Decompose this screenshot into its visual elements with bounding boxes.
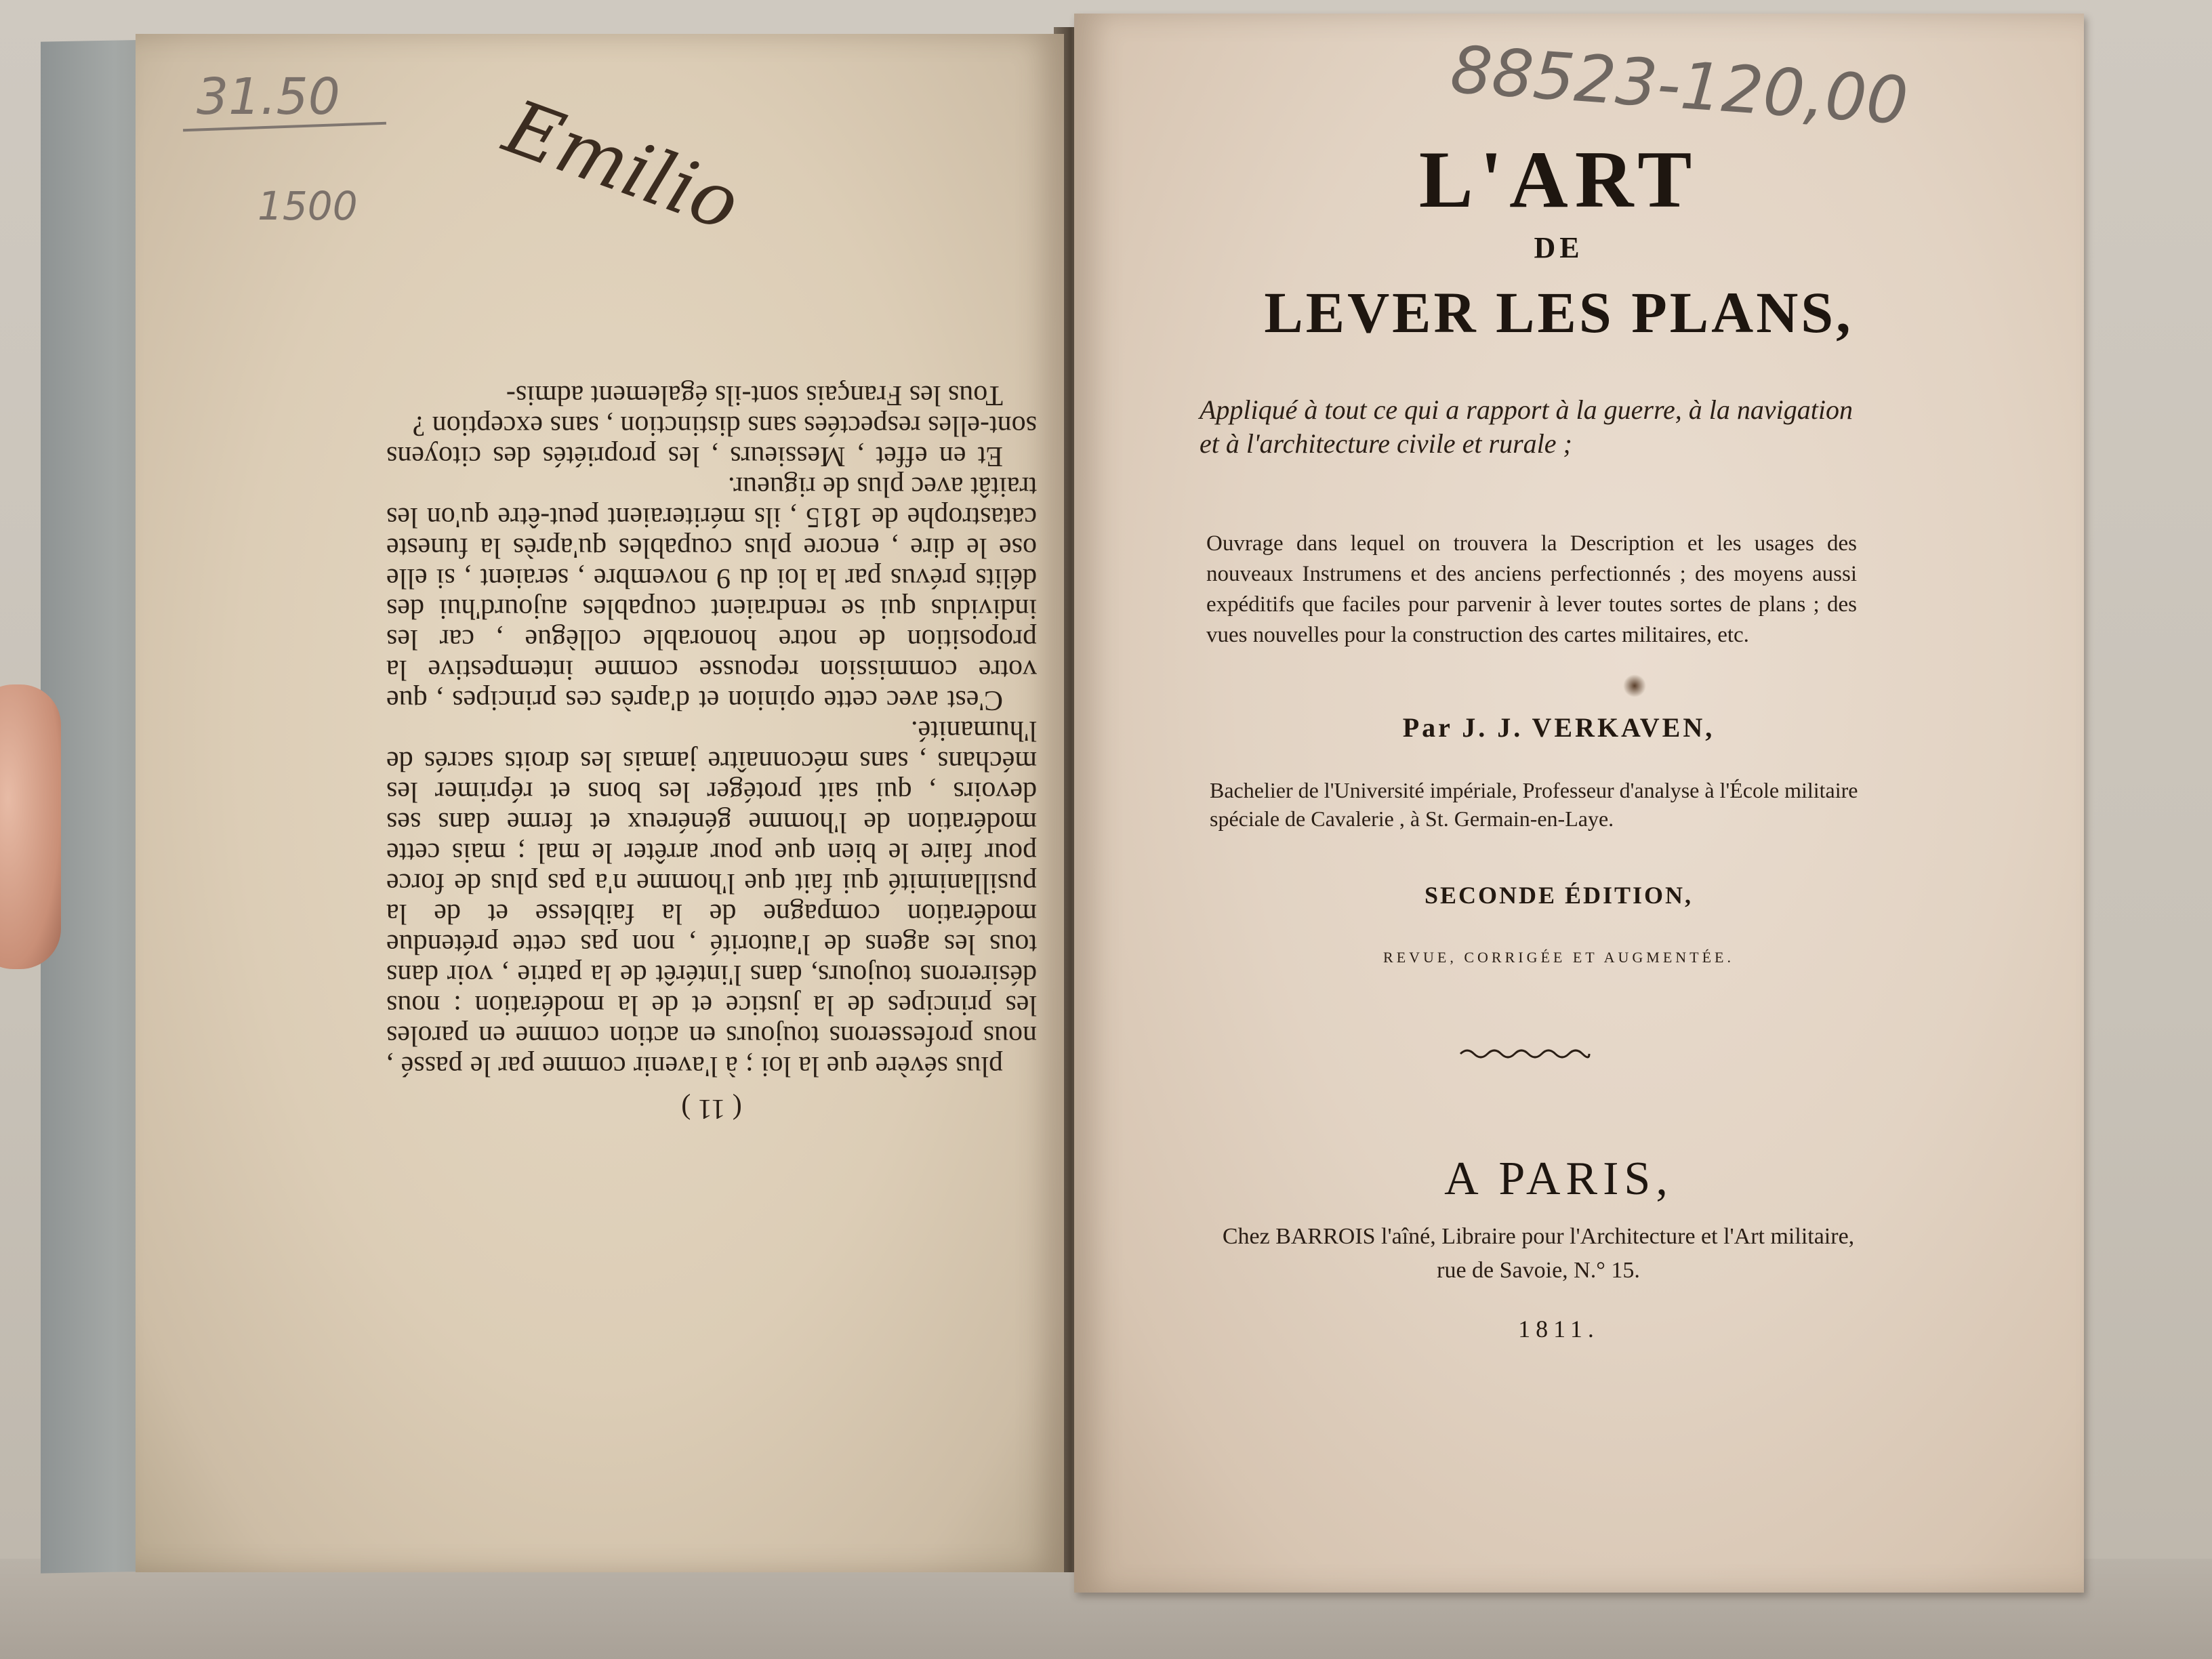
pencil-price-note: 31.50 bbox=[197, 68, 340, 126]
left-paragraph-2: C'est avec cette opinion et d'après ces principes , que votre commission repousse comme intempestive la proposition de notre honorable collègue , car les individus qui se rendraient coupables aujourd'hui des délits prévus par la loi du 9 novembre , seraient , si elle ose le dire , encore plus coupables qu'après la funeste catastrophe de 1815 , ils mériteraient peut-être qu'on les traitât avec plus de rigueur. bbox=[386, 471, 1037, 716]
thumb bbox=[0, 684, 61, 969]
ink-signature: Emilio bbox=[493, 83, 751, 248]
left-page-number: ( 11 ) bbox=[681, 1093, 742, 1124]
ink-stain bbox=[1623, 674, 1646, 697]
left-paragraph-1: plus sévère que la loi ; à l'avenir comme par le passé , nous professerons toujours en action comme en paroles les principes de la justice et de la modération : nous désirerons toujours, dans l'intérêt de la patrie , voir dans tous les agens de l'autorité , non pas cette prétendue modération compagne de la faiblesse et de la pusillanimité qui fait que l'homme n'a pas plus de force pour faire le bien que pour arrêter le mal ; mais cette modération de l'homme généreux et ferme dans ses devoirs , qui sait protéger les bons et réprimer les méchans , sans méconnaître jamais les droits sacrés de l'humanité. bbox=[386, 715, 1037, 1082]
revision-line: REVUE, CORRIGÉE ET AUGMENTÉE. bbox=[1383, 949, 1734, 966]
left-paragraph-3: Et en effet , Messieurs , les propriétés des citoyens sont-elles respectées sans distinction , sans exception ? bbox=[386, 410, 1037, 472]
title-line-2: DE bbox=[1534, 231, 1584, 264]
edition-line: SECONDE ÉDITION, bbox=[1424, 882, 1694, 909]
flourish-ornament bbox=[1457, 1044, 1593, 1064]
author-line: Par J. J. VERKAVEN, bbox=[1402, 712, 1715, 743]
author-credentials: Bachelier de l'Université impériale, Professeur d'analyse à l'École militaire spéciale de Cavalerie , à St. Germain-en-Laye. bbox=[1210, 778, 1858, 831]
left-paragraph-4: Tous les Français sont-ils également admis- bbox=[506, 380, 1003, 411]
title-line-3: LEVER LES PLANS, bbox=[1264, 280, 1853, 345]
description: Ouvrage dans lequel on trouvera la Description et les usages des nouveaux Instrumens et des anciens perfectionnés ; des moyens aussi expéditifs que faciles pour parvenir à lever toutes sortes de plans ; des vues nouvelles pour la construction des cartes militaires, etc. bbox=[1206, 531, 1857, 647]
imprint-publisher: Chez BARROIS l'aîné, Libraire pour l'Architecture et l'Art militaire, rue de Savoie, N.° 15. bbox=[1222, 1224, 1855, 1283]
imprint-year: 1811. bbox=[1518, 1315, 1599, 1343]
pencil-note-left: 1500 bbox=[258, 183, 358, 229]
subtitle: Appliqué à tout ce qui a rapport à la guerre, à la navigation et à l'architecture civile et rurale ; bbox=[1200, 394, 1853, 459]
title-block bbox=[1193, 136, 1925, 346]
left-page-text-upside-down bbox=[386, 380, 1037, 1124]
title-line-1: L'ART bbox=[1418, 134, 1699, 224]
pencil-catalog-note: 88523-120,00 bbox=[1448, 31, 1911, 140]
imprint-city: A PARIS, bbox=[1444, 1153, 1673, 1205]
